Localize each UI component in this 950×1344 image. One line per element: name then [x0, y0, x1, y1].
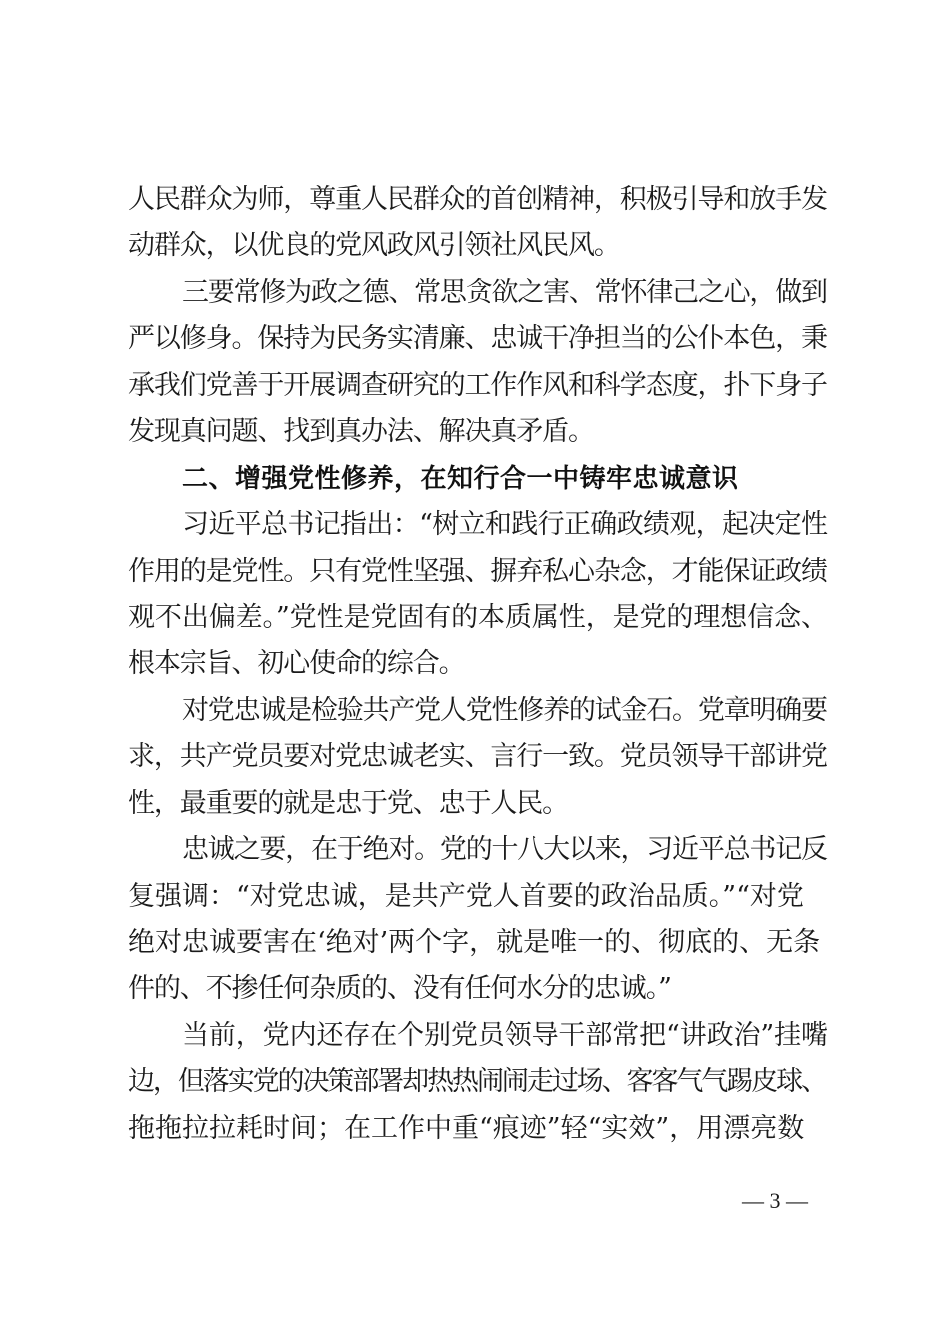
- paragraph-line: 绝对忠诚要害在‘绝对’两个字，就是唯一的、彻底的、无条: [128, 927, 821, 958]
- paragraph-line: 忠诚之要，在于绝对。党的十八大以来，习近平总书记反: [182, 834, 827, 865]
- paragraph-line: 件的、不掺任何杂质的、没有任何水分的忠诚。”: [128, 973, 671, 1004]
- paragraph-line: 对党忠诚是检验共产党人党性修养的试金石。党章明确要: [182, 695, 827, 726]
- paragraph-line: 人民群众为师，尊重人民群众的首创精神，积极引导和放手发: [128, 184, 827, 215]
- paragraph-line: 边，但落实党的决策部署却热热闹闹走过场、客客气气踢皮球、: [128, 1066, 826, 1097]
- paragraph-line: 习近平总书记指出：“树立和践行正确政绩观，起决定性: [182, 509, 828, 540]
- paragraph-line: 观不出偏差。”党性是党固有的本质属性，是党的理想信念、: [128, 602, 828, 633]
- paragraph-line: 根本宗旨、初心使命的综合。: [128, 648, 465, 679]
- paragraph-line: 性，最重要的就是忠于党、忠于人民。: [128, 788, 569, 819]
- paragraph-line: 承我们党善于开展调查研究的工作作风和科学态度，扑下身子: [128, 370, 827, 401]
- paragraph-line: 发现真问题、找到真办法、解决真矛盾。: [128, 416, 594, 447]
- paragraph-line: 求，共产党员要对党忠诚老实、言行一致。党员领导干部讲党: [128, 741, 827, 772]
- section-heading: 二、增强党性修养，在知行合一中铸牢忠诚意识: [182, 464, 739, 494]
- paragraph-line: 拖拖拉拉耗时间；在工作中重“痕迹”轻“实效”，用漂亮数: [128, 1113, 805, 1144]
- paragraph-line: 作用的是党性。只有党性坚强、摒弃私心杂念，才能保证政绩: [128, 556, 827, 587]
- page-number: — 3 —: [742, 1188, 808, 1213]
- paragraph-line: 三要常修为政之德、常思贪欲之害、常怀律己之心，做到: [182, 277, 827, 308]
- paragraph-line: 严以修身。保持为民务实清廉、忠诚干净担当的公仆本色，秉: [128, 323, 827, 354]
- paragraph-line: 复强调：“对党忠诚，是共产党人首要的政治品质。”“对党: [128, 881, 804, 912]
- paragraph-line: 当前，党内还存在个别党员领导干部常把“讲政治”挂嘴: [182, 1020, 828, 1051]
- paragraph-line: 动群众，以优良的党风政风引领社风民风。: [128, 230, 620, 261]
